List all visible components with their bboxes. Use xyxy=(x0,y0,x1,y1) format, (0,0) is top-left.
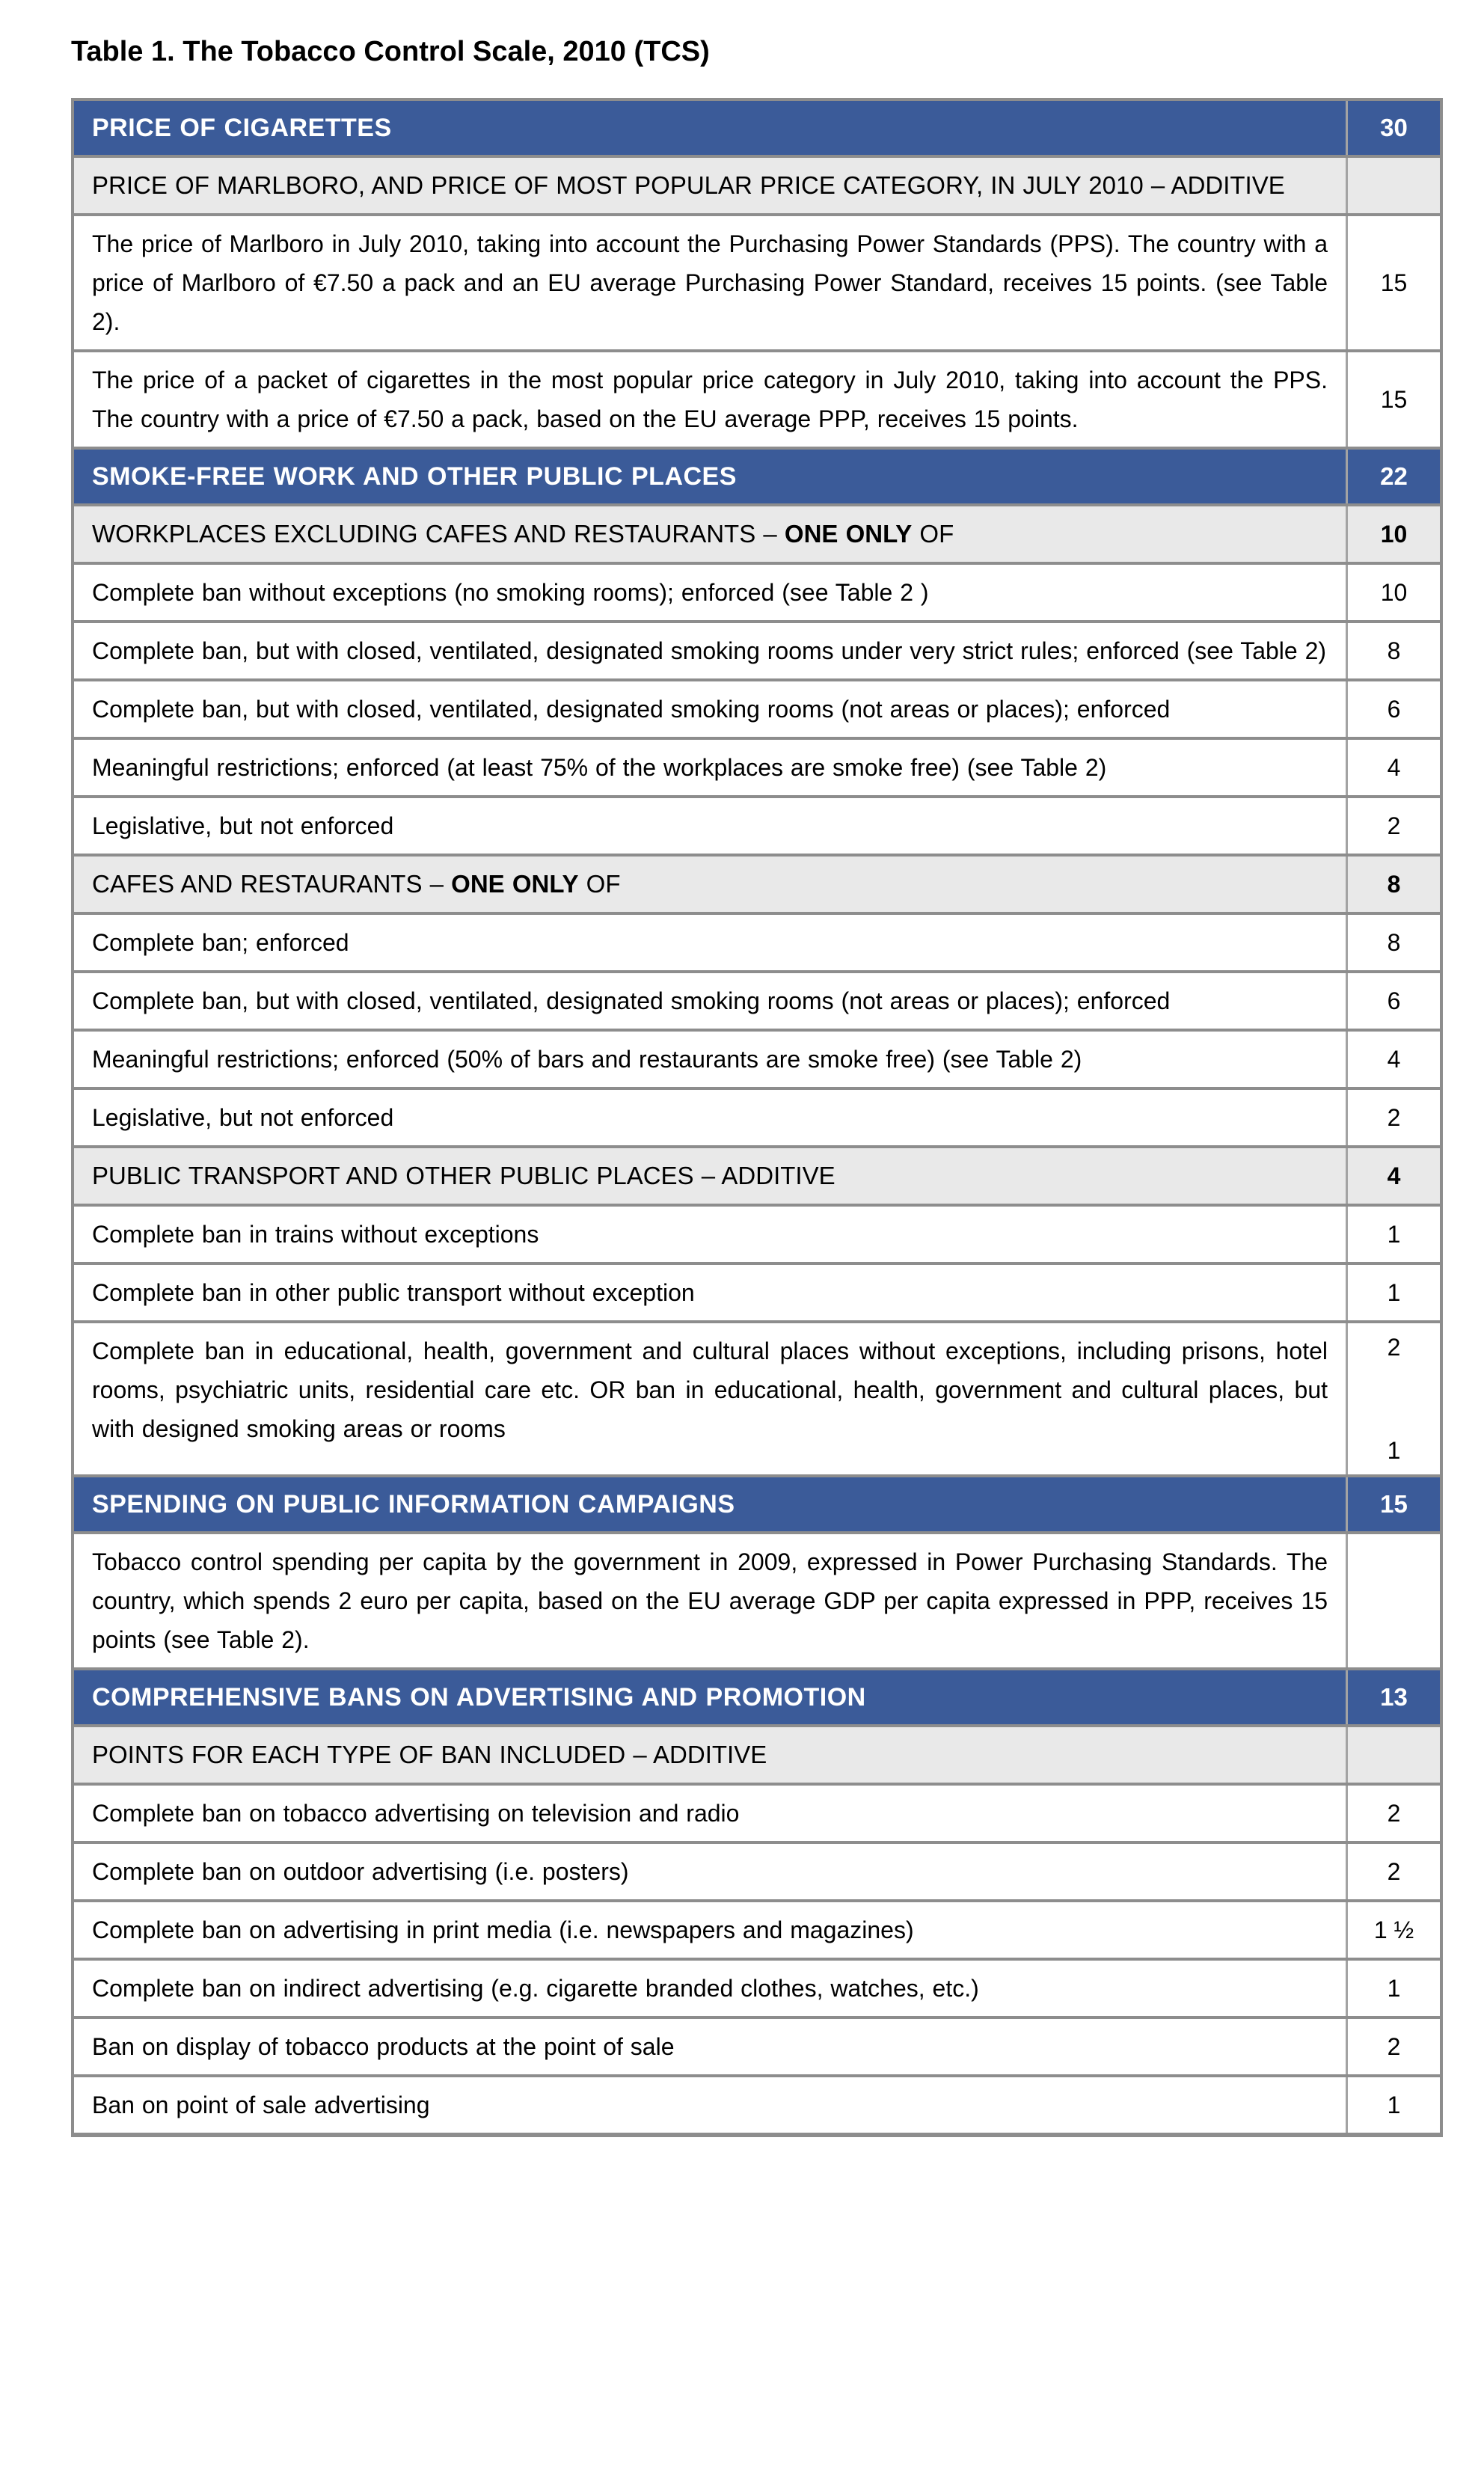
row-points xyxy=(1348,1323,1440,1474)
row-points xyxy=(1348,1148,1440,1204)
points-value: 2 xyxy=(1387,1104,1401,1131)
row-points xyxy=(1348,1727,1440,1783)
row-points xyxy=(1348,1961,1440,2016)
row-label xyxy=(74,2019,1348,2074)
points-value: 1 xyxy=(1387,1975,1401,2002)
row-label xyxy=(74,506,1348,562)
row-points xyxy=(1348,623,1440,678)
section-header-row xyxy=(74,101,1440,155)
row-label-text: POINTS FOR EACH TYPE OF BAN INCLUDED – ADDITIVE xyxy=(92,1741,767,1768)
row-label-text: Legislative, but not enforced xyxy=(92,812,394,839)
row-label-text: Complete ban on outdoor advertising (i.e. posters) xyxy=(92,1858,629,1885)
subsection-row xyxy=(74,854,1440,912)
row-points xyxy=(1348,681,1440,737)
points-value: 1 xyxy=(1387,1437,1401,1464)
points-value: 1 xyxy=(1387,1221,1401,1248)
table-row xyxy=(74,1899,1440,1958)
row-label xyxy=(74,1961,1348,2016)
row-label xyxy=(74,1844,1348,1899)
row-points xyxy=(1348,1265,1440,1320)
points-value: 8 xyxy=(1387,929,1401,956)
row-label xyxy=(74,1323,1348,1474)
points-value: 10 xyxy=(1380,579,1408,606)
table-row xyxy=(74,737,1440,795)
points-value: 13 xyxy=(1380,1683,1408,1711)
row-label-text: Ban on display of tobacco products at the point of sale xyxy=(92,2033,675,2060)
row-points xyxy=(1348,1090,1440,1145)
row-points xyxy=(1348,1207,1440,1262)
points-value: 30 xyxy=(1380,114,1408,141)
row-label xyxy=(74,915,1348,970)
row-label xyxy=(74,158,1348,213)
points-value: 1 xyxy=(1387,1279,1401,1306)
row-label-text: Meaningful restrictions; enforced (50% of bars and restaurants are smoke free) (see Table 2) xyxy=(92,1046,1082,1073)
row-label xyxy=(74,101,1348,155)
points-value: 6 xyxy=(1387,696,1401,723)
points-value: 2 xyxy=(1387,1858,1401,1885)
row-label-text: OF xyxy=(578,870,621,898)
points-value: 2 xyxy=(1387,812,1401,839)
row-points xyxy=(1348,506,1440,562)
row-label-text: Complete ban on advertising in print media (i.e. newspapers and magazines) xyxy=(92,1916,914,1943)
points-value: 15 xyxy=(1380,1490,1408,1518)
table-row xyxy=(74,620,1440,678)
row-points xyxy=(1348,1786,1440,1841)
points-value: 15 xyxy=(1380,386,1408,413)
row-label xyxy=(74,352,1348,447)
row-label-text: Ban on point of sale advertising xyxy=(92,2092,430,2118)
points-value: 6 xyxy=(1387,987,1401,1014)
row-points xyxy=(1348,740,1440,795)
row-label xyxy=(74,1265,1348,1320)
row-points xyxy=(1348,2077,1440,2133)
points-value: 4 xyxy=(1387,1046,1401,1073)
section-header-row xyxy=(74,1667,1440,1724)
row-label xyxy=(74,1902,1348,1958)
row-label xyxy=(74,681,1348,737)
table-row xyxy=(74,1262,1440,1320)
row-label-text: Complete ban, but with closed, ventilated, designated smoking rooms under very strict rules; enforced (see Table 2) xyxy=(92,637,1327,664)
row-label xyxy=(74,798,1348,854)
tcs-table xyxy=(71,98,1443,2137)
points-value: 1 ½ xyxy=(1373,1916,1414,1943)
table-row xyxy=(74,795,1440,854)
row-label-emphasis: ONE ONLY xyxy=(451,870,579,898)
row-label xyxy=(74,1534,1348,1667)
points-value: 2 xyxy=(1387,1800,1401,1827)
row-label xyxy=(74,450,1348,503)
row-label xyxy=(74,740,1348,795)
table-row xyxy=(74,1958,1440,2016)
table-row xyxy=(74,1783,1440,1841)
points-value: 2 xyxy=(1387,1334,1401,1361)
row-points xyxy=(1348,158,1440,213)
row-label xyxy=(74,1148,1348,1204)
row-points xyxy=(1348,798,1440,854)
row-label xyxy=(74,1727,1348,1783)
row-label-text: Complete ban on indirect advertising (e.g. cigarette branded clothes, watches, etc.) xyxy=(92,1975,979,2002)
points-value: 8 xyxy=(1387,637,1401,664)
row-label-text: Complete ban on tobacco advertising on television and radio xyxy=(92,1800,740,1827)
points-value: 1 xyxy=(1387,2092,1401,2118)
row-label-text: WORKPLACES EXCLUDING CAFES AND RESTAURANTS – xyxy=(92,520,785,548)
section-header-row xyxy=(74,1474,1440,1531)
row-points xyxy=(1348,1902,1440,1958)
row-label-text: COMPREHENSIVE BANS ON ADVERTISING AND PROMOTION xyxy=(92,1683,866,1712)
table-row xyxy=(74,1204,1440,1262)
row-points xyxy=(1348,216,1440,349)
points-value: 22 xyxy=(1380,462,1408,490)
subsection-row xyxy=(74,1145,1440,1204)
row-label xyxy=(74,857,1348,912)
row-label-text: Complete ban in other public transport without exception xyxy=(92,1279,695,1306)
points-value: 4 xyxy=(1387,1162,1401,1189)
row-label-text: PRICE OF CIGARETTES xyxy=(92,114,392,142)
row-label-text: CAFES AND RESTAURANTS – xyxy=(92,870,452,898)
row-label xyxy=(74,1207,1348,1262)
row-label-text: The price of Marlboro in July 2010, taking into account the Purchasing Power Standards (PPS). The country with a price of Marlboro of €7.50 a pack and an EU average Purchasing Power Standard, receives 15 points. (see Table 2). xyxy=(92,230,1328,335)
row-points xyxy=(1348,973,1440,1029)
row-label-text: Complete ban, but with closed, ventilated, designated smoking rooms (not areas or places); enforced xyxy=(92,696,1171,723)
row-label xyxy=(74,1032,1348,1087)
table-row xyxy=(74,970,1440,1029)
row-label xyxy=(74,1670,1348,1724)
row-label-text: PRICE OF MARLBORO, AND PRICE OF MOST POPULAR PRICE CATEGORY, IN JULY 2010 – ADDITIVE xyxy=(92,171,1285,199)
points-value: 2 xyxy=(1387,2033,1401,2060)
table-row xyxy=(74,562,1440,620)
row-points xyxy=(1348,565,1440,620)
row-label-text: Tobacco control spending per capita by the government in 2009, expressed in Power Purchasing Standards. The country, which spends 2 euro per capita, based on the EU average GDP per capita expressed in PPP, receives 15 points (see Table 2). xyxy=(92,1548,1328,1653)
subsection-row xyxy=(74,155,1440,213)
row-label xyxy=(74,1477,1348,1531)
points-value: 15 xyxy=(1380,269,1408,296)
row-points xyxy=(1348,2019,1440,2074)
table-title: Table 1. The Tobacco Control Scale, 2010 (TCS) xyxy=(71,36,710,67)
row-points xyxy=(1348,1477,1440,1531)
table-row xyxy=(74,1029,1440,1087)
table-row xyxy=(74,1531,1440,1667)
section-header-row xyxy=(74,447,1440,503)
row-label-text: Meaningful restrictions; enforced (at least 75% of the workplaces are smoke free) (see Table 2) xyxy=(92,754,1107,781)
table-row xyxy=(74,2074,1440,2133)
table-row xyxy=(74,213,1440,349)
row-points xyxy=(1348,1844,1440,1899)
row-points xyxy=(1348,1670,1440,1724)
subsection-row xyxy=(74,503,1440,562)
row-label-text: SPENDING ON PUBLIC INFORMATION CAMPAIGNS xyxy=(92,1490,735,1519)
row-label-text: Complete ban without exceptions (no smoking rooms); enforced (see Table 2 ) xyxy=(92,579,929,606)
row-label xyxy=(74,1090,1348,1145)
row-label-text: OF xyxy=(912,520,954,548)
row-label-text: SMOKE-FREE WORK AND OTHER PUBLIC PLACES xyxy=(92,462,737,491)
row-points xyxy=(1348,857,1440,912)
row-label-text: Complete ban; enforced xyxy=(92,929,349,956)
row-label-text: Complete ban in trains without exceptions xyxy=(92,1221,539,1248)
table-row xyxy=(74,1841,1440,1899)
points-value: 8 xyxy=(1387,871,1401,898)
row-label xyxy=(74,565,1348,620)
row-points xyxy=(1348,1534,1440,1667)
row-points xyxy=(1348,915,1440,970)
row-label-text: Legislative, but not enforced xyxy=(92,1104,394,1131)
row-points xyxy=(1348,1032,1440,1087)
table-row xyxy=(74,1320,1440,1474)
row-label xyxy=(74,1786,1348,1841)
row-points xyxy=(1348,352,1440,447)
points-value: 4 xyxy=(1387,754,1401,781)
table-row xyxy=(74,678,1440,737)
table-row xyxy=(74,349,1440,447)
table-row xyxy=(74,912,1440,970)
row-points xyxy=(1348,450,1440,503)
row-label xyxy=(74,623,1348,678)
row-label-text: PUBLIC TRANSPORT AND OTHER PUBLIC PLACES – ADDITIVE xyxy=(92,1162,835,1189)
row-label xyxy=(74,216,1348,349)
table-row xyxy=(74,1087,1440,1145)
row-label-text: Complete ban, but with closed, ventilated, designated smoking rooms (not areas or places); enforced xyxy=(92,987,1171,1014)
row-label xyxy=(74,2077,1348,2133)
points-value: 10 xyxy=(1380,521,1408,548)
row-label-text: Complete ban in educational, health, government and cultural places without exceptions, including prisons, hotel rooms, psychiatric units, residential care etc. OR ban in educational, health, government and cultural places, but with designed smoking areas or rooms xyxy=(92,1337,1328,1442)
table-row xyxy=(74,2016,1440,2074)
row-label xyxy=(74,973,1348,1029)
row-label-emphasis: ONE ONLY xyxy=(784,520,913,548)
row-points xyxy=(1348,101,1440,155)
subsection-row xyxy=(74,1724,1440,1783)
row-label-text: The price of a packet of cigarettes in the most popular price category in July 2010, taking into account the PPS. The country with a price of €7.50 a pack, based on the EU average PPP, receives 15 points. xyxy=(92,367,1328,432)
